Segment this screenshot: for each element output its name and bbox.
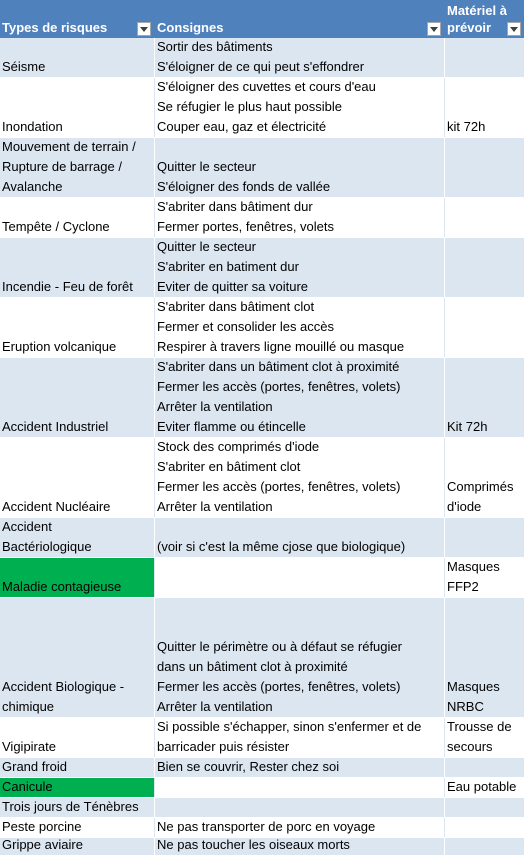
cell-consignes[interactable]	[155, 518, 445, 557]
cell-materiel[interactable]	[445, 358, 524, 437]
cell-text: S'abriter en bâtiment clot	[157, 459, 301, 474]
cell-text: Trois jours de Ténèbres	[2, 799, 139, 814]
table-row	[0, 78, 524, 138]
cell-text: Masques	[447, 559, 500, 574]
cell-text: Fermer les accès (portes, fenêtres, volets)	[157, 679, 401, 694]
cell-materiel[interactable]	[445, 78, 524, 137]
cell-type-de-risque[interactable]	[0, 138, 155, 197]
cell-type-de-risque[interactable]	[0, 78, 155, 137]
cell-consignes[interactable]	[155, 298, 445, 357]
cell-text: Comprimés	[447, 479, 514, 494]
cell-type-de-risque[interactable]	[0, 818, 155, 837]
cell-type-de-risque[interactable]	[0, 838, 155, 855]
cell-text: Arrêter la ventilation	[157, 699, 273, 714]
cell-text: S'abriter dans bâtiment clot	[157, 299, 315, 314]
table-row	[0, 758, 524, 778]
cell-text: Accident Industriel	[2, 419, 109, 434]
cell-text: dans un bâtiment clot à proximité	[157, 659, 348, 674]
filter-dropdown-icon[interactable]	[507, 22, 521, 36]
header-materiel-a-prevoir[interactable]	[445, 0, 524, 38]
table-row	[0, 438, 524, 518]
cell-text: kit 72h	[447, 119, 486, 134]
table-row	[0, 718, 524, 758]
cell-consignes[interactable]	[155, 438, 445, 517]
cell-type-de-risque[interactable]	[0, 198, 155, 237]
cell-text: Kit 72h	[447, 419, 488, 434]
cell-text: Accident Nucléaire	[2, 499, 111, 514]
cell-text: Stock des comprimés d'iode	[157, 439, 320, 454]
cell-text: Si possible s'échapper, sinon s'enfermer et de	[157, 719, 422, 734]
cell-consignes[interactable]	[155, 818, 445, 837]
table-row	[0, 198, 524, 238]
table-row	[0, 138, 524, 198]
cell-materiel[interactable]	[445, 558, 524, 597]
cell-text: Accident Biologique -	[2, 679, 125, 694]
table-row	[0, 798, 524, 818]
cell-materiel[interactable]	[445, 518, 524, 557]
table-row	[0, 298, 524, 358]
cell-consignes[interactable]	[155, 558, 445, 597]
cell-materiel[interactable]	[445, 778, 524, 797]
cell-consignes[interactable]	[155, 138, 445, 197]
cell-materiel[interactable]	[445, 138, 524, 197]
cell-text: Trousse de	[447, 719, 512, 734]
cell-text: FFP2	[447, 579, 479, 594]
cell-materiel[interactable]	[445, 198, 524, 237]
cell-text: S'abriter dans un bâtiment clot à proximité	[157, 359, 400, 374]
cell-text: Arrêter la ventilation	[157, 499, 273, 514]
cell-type-de-risque[interactable]	[0, 358, 155, 437]
cell-consignes[interactable]	[155, 238, 445, 297]
cell-materiel[interactable]	[445, 298, 524, 357]
cell-text: (voir si c'est la même cjose que biologique)	[157, 539, 406, 554]
cell-materiel[interactable]	[445, 38, 524, 77]
cell-text: Ne pas toucher les oiseaux morts	[157, 838, 350, 852]
cell-text: Arrêter la ventilation	[157, 399, 273, 414]
cell-materiel[interactable]	[445, 798, 524, 817]
cell-type-de-risque[interactable]	[0, 798, 155, 817]
cell-consignes[interactable]	[155, 198, 445, 237]
cell-text: Quitter le périmètre ou à défaut se réfugier	[157, 639, 402, 654]
cell-text: Eruption volcanique	[2, 339, 117, 354]
cell-text: Mouvement de terrain /	[2, 139, 136, 154]
cell-materiel[interactable]	[445, 818, 524, 837]
cell-text: Peste porcine	[2, 819, 82, 834]
cell-text: Avalanche	[2, 179, 63, 194]
cell-text: Respirer à travers ligne mouillé ou masque	[157, 339, 405, 354]
cell-materiel[interactable]	[445, 718, 524, 757]
cell-type-de-risque[interactable]	[0, 38, 155, 77]
cell-text: S'éloigner de ce qui peut s'effondrer	[157, 59, 365, 74]
cell-text: chimique	[2, 699, 55, 714]
header-types-de-risques[interactable]	[0, 0, 155, 38]
table-row	[0, 38, 524, 78]
cell-materiel[interactable]	[445, 838, 524, 855]
cell-text: Fermer et consolider les accès	[157, 319, 335, 334]
cell-text: NRBC	[447, 699, 484, 714]
cell-consignes[interactable]	[155, 358, 445, 437]
cell-text: Fermer les accès (portes, fenêtres, volets)	[157, 379, 401, 394]
cell-consignes[interactable]	[155, 798, 445, 817]
cell-consignes[interactable]	[155, 38, 445, 77]
cell-text: Inondation	[2, 119, 63, 134]
cell-text: Canicule	[2, 779, 53, 794]
table-header	[0, 0, 524, 38]
cell-text: S'éloigner des fonds de vallée	[157, 179, 331, 194]
table-row	[0, 518, 524, 558]
cell-text: Séisme	[2, 59, 46, 74]
cell-text: Bien se couvrir, Rester chez soi	[157, 759, 340, 774]
cell-text: Accident	[2, 519, 52, 534]
cell-type-de-risque[interactable]	[0, 518, 155, 557]
cell-type-de-risque[interactable]	[0, 298, 155, 357]
cell-text: Grippe aviaire	[2, 838, 83, 852]
cell-type-de-risque[interactable]	[0, 778, 155, 797]
cell-type-de-risque[interactable]	[0, 238, 155, 297]
table-row	[0, 238, 524, 298]
cell-text: Tempête / Cyclone	[2, 219, 110, 234]
cell-materiel[interactable]	[445, 238, 524, 297]
cell-consignes[interactable]	[155, 78, 445, 137]
cell-text: S'éloigner des cuvettes et cours d'eau	[157, 79, 376, 94]
cell-text: Masques	[447, 679, 500, 694]
header-label: Types de risques	[2, 20, 108, 35]
cell-consignes[interactable]	[155, 598, 445, 717]
cell-text: Sortir des bâtiments	[157, 39, 273, 54]
cell-text: Vigipirate	[2, 739, 56, 754]
cell-materiel[interactable]	[445, 598, 524, 717]
cell-materiel[interactable]	[445, 758, 524, 777]
table-row	[0, 818, 524, 838]
cell-text: Couper eau, gaz et électricité	[157, 119, 327, 134]
cell-text: Se réfugier le plus haut possible	[157, 99, 343, 114]
table-row	[0, 358, 524, 438]
table-row	[0, 558, 524, 598]
cell-text: S'abriter dans bâtiment dur	[157, 199, 313, 214]
cell-text: S'abriter en batiment dur	[157, 259, 299, 274]
cell-text: secours	[447, 739, 493, 754]
cell-text: Eviter flamme ou étincelle	[157, 419, 306, 434]
cell-type-de-risque[interactable]	[0, 758, 155, 777]
cell-text: Quitter le secteur	[157, 239, 256, 254]
filter-dropdown-icon[interactable]	[427, 22, 441, 36]
cell-consignes[interactable]	[155, 778, 445, 797]
cell-text: Grand froid	[2, 759, 68, 774]
cell-text: Rupture de barrage /	[2, 159, 122, 174]
cell-consignes[interactable]	[155, 758, 445, 777]
cell-text: Maladie contagieuse	[2, 579, 122, 594]
header-label: Consignes	[157, 20, 224, 35]
cell-text: Fermer portes, fenêtres, volets	[157, 219, 335, 234]
cell-text: barricader puis résister	[157, 739, 290, 754]
cell-type-de-risque[interactable]	[0, 438, 155, 517]
cell-consignes[interactable]	[155, 718, 445, 757]
cell-text: Bactériologique	[2, 539, 92, 554]
cell-text: d'iode	[447, 499, 482, 514]
table-row	[0, 838, 524, 856]
cell-type-de-risque[interactable]	[0, 558, 155, 597]
table-row	[0, 778, 524, 798]
cell-type-de-risque[interactable]	[0, 598, 155, 717]
header-label: Matériel à	[447, 3, 507, 18]
cell-text: Quitter le secteur	[157, 159, 256, 174]
cell-text: Fermer les accès (portes, fenêtres, volets)	[157, 479, 401, 494]
cell-text: Eau potable	[447, 779, 517, 794]
cell-text: Incendie - Feu de forêt	[2, 279, 133, 294]
cell-consignes[interactable]	[155, 838, 445, 855]
header-consignes[interactable]	[155, 0, 445, 38]
cell-text: Ne pas transporter de porc en voyage	[157, 819, 376, 834]
cell-type-de-risque[interactable]	[0, 718, 155, 757]
header-label: prévoir	[447, 20, 492, 35]
table-row	[0, 598, 524, 718]
filter-dropdown-icon[interactable]	[137, 22, 151, 36]
cell-materiel[interactable]	[445, 438, 524, 517]
cell-text: Eviter de quitter sa voiture	[157, 279, 309, 294]
